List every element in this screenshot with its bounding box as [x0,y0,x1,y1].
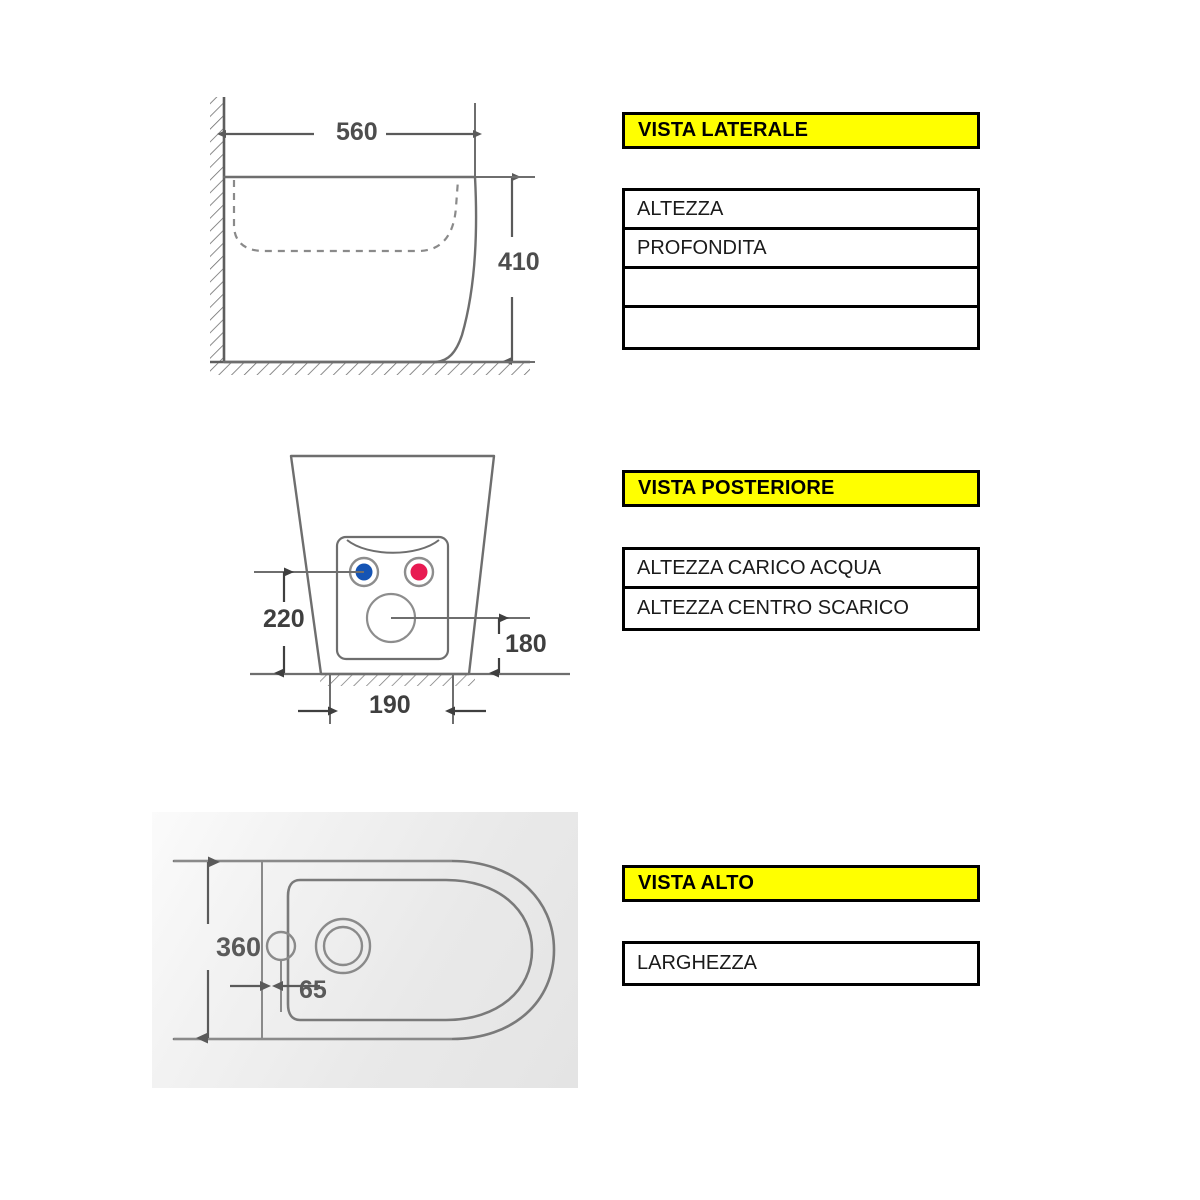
spec-table [622,547,980,631]
dimension-label-190: 190 [369,691,411,719]
rear-view-title: VISTA POSTERIORE [622,470,980,507]
top-view-title: VISTA ALTO [622,865,980,902]
dimension-label-180: 180 [505,630,547,658]
spec-row-altezza: ALTEZZA [625,191,977,230]
side-view-spec-table [622,188,980,350]
spec-table [622,941,980,986]
bidet-inner-bowl-hidden-line [234,180,458,251]
wall-symbol [210,97,224,362]
floor-symbol [250,674,570,686]
rear-view-info [622,470,980,507]
rear-view-drawing [240,430,580,730]
dimension-label-65: 65 [299,976,327,1004]
spec-table [622,188,980,350]
bidet-side-profile [224,177,476,362]
dimension-label-410: 410 [498,248,540,276]
hot-water-inlet-icon [405,558,433,586]
rear-view-spec-table [622,547,980,631]
spec-row-larghezza: LARGHEZZA [637,952,758,974]
spec-row-empty-1 [625,269,977,308]
spec-row-profondita: PROFONDITA [625,230,977,269]
dimension-label-560: 560 [336,118,378,146]
floor-symbol [210,362,530,375]
rear-view-svg [240,430,580,730]
spec-row-altezza-centro-scarico: ALTEZZA CENTRO SCARICO [637,597,909,619]
dimension-label-220: 220 [263,605,305,633]
side-view-title: VISTA LATERALE [622,112,980,149]
side-view-info [622,112,980,149]
side-view-svg [190,85,590,385]
fixing-hole-icon [267,932,295,960]
waste-outlet-top-icon [316,919,370,973]
side-view-drawing [190,85,590,385]
dimension-label-360: 360 [216,932,262,962]
top-view-info [622,865,980,902]
spec-row-altezza-carico-acqua: ALTEZZA CARICO ACQUA [625,550,977,589]
top-view-spec-table [622,941,980,986]
spec-row-empty-2 [625,308,977,347]
